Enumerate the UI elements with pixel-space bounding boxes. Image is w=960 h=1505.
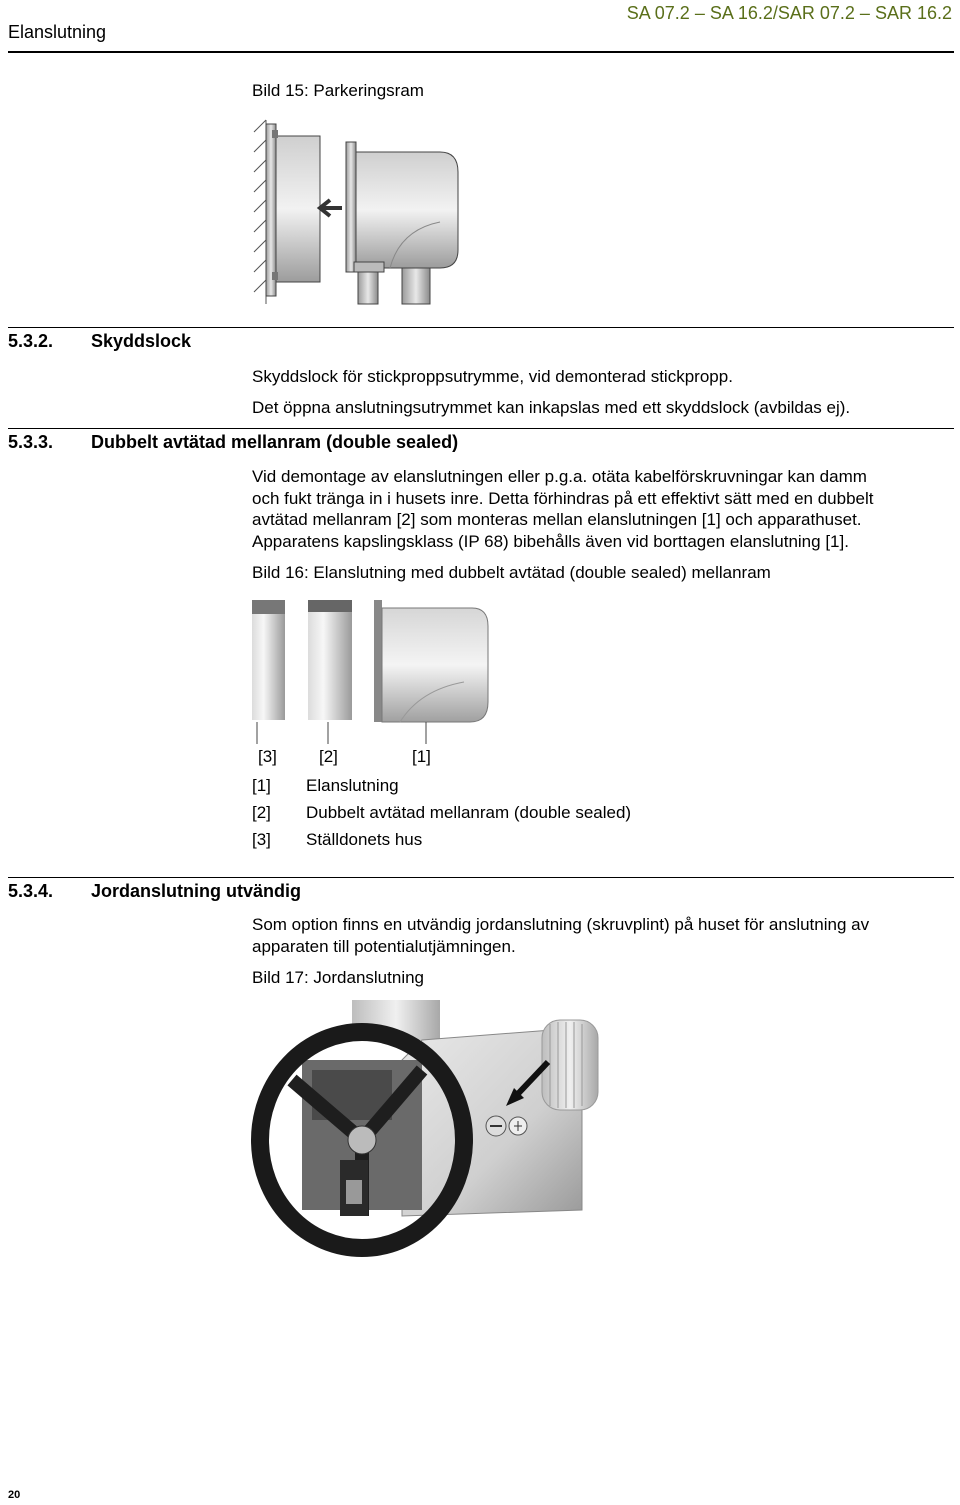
figure-16-caption: Bild 16: Elanslutning med dubbelt avtätad (double sealed) mellanram — [252, 563, 771, 582]
callout-label: [3] — [258, 747, 277, 766]
section-number: 5.3.4. — [8, 881, 54, 901]
paragraph-line: och fukt tränga in i husets inre. Detta förhindras på ett effektivt sätt med en dubbelt — [252, 488, 874, 508]
section-divider — [8, 877, 954, 878]
section-title: Dubbelt avtätad mellanram (double sealed) — [91, 432, 459, 452]
paragraph-line: Det öppna anslutningsutrymmet kan inkapslas med ett skyddslock (avbildas ej). — [252, 398, 851, 417]
legend-label: Ställdonets hus — [306, 830, 423, 849]
figure-15-caption: Bild 15: Parkeringsram — [252, 81, 424, 100]
callout-label: [1] — [412, 747, 431, 766]
paragraph-line: avtätad mellanram [2] som monteras mellan elanslutningen [1] och apparathuset. — [252, 510, 862, 529]
earth-connection-illustration — [252, 1000, 612, 1216]
parking-frame-illustration — [250, 112, 470, 312]
section-divider — [8, 327, 954, 328]
section-number: 5.3.3. — [8, 432, 54, 452]
section-number: 5.3.2. — [8, 331, 54, 351]
header-rule — [8, 51, 954, 53]
legend-key: [3] — [252, 830, 271, 849]
figure-17-caption: Bild 17: Jordanslutning — [252, 968, 425, 987]
paragraph-line: Som option finns en utvändig jordanslutning (skruvplint) på huset för anslutning av — [252, 915, 870, 934]
section-divider — [8, 428, 954, 429]
paragraph-line: apparaten till potentialutjämningen. — [252, 936, 516, 956]
legend-label: Dubbelt avtätad mellanram (double sealed) — [306, 803, 632, 822]
header-model-range: SA 07.2 – SA 16.2/SAR 07.2 – SAR 16.2 — [626, 3, 952, 23]
legend-key: [2] — [252, 803, 271, 822]
paragraph-line: Vid demontage av elanslutningen eller p.g.a. otäta kabelförskruvningar kan damm — [252, 467, 867, 486]
section-title: Jordanslutning utvändig — [91, 881, 301, 901]
section-title: Skyddslock — [91, 331, 192, 351]
header-chapter-title: Elanslutning — [8, 22, 107, 42]
paragraph-line: Apparatens kapslingsklass (IP 68) bibehålls även vid borttagen elanslutning [1]. — [252, 531, 849, 551]
legend-key: [1] — [252, 776, 271, 795]
paragraph-line: Skyddslock för stickproppsutrymme, vid demonterad stickpropp. — [252, 367, 733, 386]
page-number: 20 — [8, 1489, 21, 1501]
legend-label: Elanslutning — [306, 776, 399, 795]
callout-label: [2] — [319, 747, 338, 766]
double-sealed-frame-illustration — [250, 598, 500, 748]
